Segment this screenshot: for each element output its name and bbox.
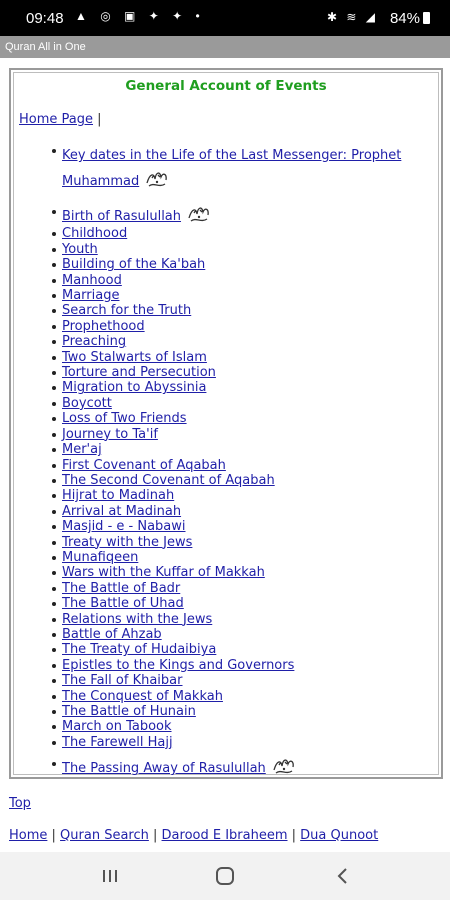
top-link-row <box>9 796 31 811</box>
list-item <box>62 303 422 318</box>
list-item <box>62 365 422 380</box>
event-link[interactable]: Loss of Two Friends <box>62 411 187 427</box>
event-link[interactable]: Mer'aj <box>62 442 102 458</box>
event-link[interactable]: Search for the Truth <box>62 303 192 319</box>
list-item <box>62 334 422 349</box>
footer-separator: | <box>148 828 162 843</box>
event-link[interactable]: The Farewell Hajj <box>62 734 173 750</box>
recent-apps-icon[interactable] <box>95 864 125 888</box>
event-link[interactable]: The Conquest of Makkah <box>62 688 223 704</box>
list-item <box>62 288 422 303</box>
list-item <box>62 596 422 611</box>
system-icons: ✱ ≋ ◢ <box>326 10 378 24</box>
list-item <box>62 273 422 288</box>
event-link[interactable]: Masjid - e - Nabawi <box>62 519 186 535</box>
list-item <box>62 658 422 673</box>
back-icon[interactable] <box>328 864 358 888</box>
list-item <box>62 612 422 627</box>
content-frame <box>9 68 443 779</box>
event-link[interactable]: Boycott <box>62 395 112 411</box>
event-link[interactable]: Marriage <box>62 288 120 304</box>
list-item <box>62 350 422 365</box>
event-link[interactable]: Munafiqeen <box>62 549 139 565</box>
battery-icon <box>423 12 430 24</box>
home-separator: | <box>93 112 102 127</box>
event-link[interactable]: Wars with the Kuffar of Makkah <box>62 565 265 581</box>
list-item <box>62 427 422 442</box>
notification-icons: ▲ ◎ ▣ ✦ ✦ • <box>75 9 205 23</box>
event-link[interactable]: Epistles to the Kings and Governors <box>62 657 295 673</box>
list-item <box>62 204 422 224</box>
home-row <box>19 112 102 127</box>
pbuh-calligraphy-icon <box>145 169 169 189</box>
event-link[interactable]: Two Stalwarts of Islam <box>62 349 207 365</box>
darood-link[interactable]: Darood E Ibraheem <box>161 828 288 843</box>
event-link[interactable]: March on Tabook <box>62 719 172 735</box>
list-item <box>62 735 422 750</box>
list-item <box>62 519 422 534</box>
content-inner-border <box>13 72 439 775</box>
list-item <box>62 242 422 257</box>
event-link[interactable]: Battle of Ahzab <box>62 626 162 642</box>
status-time: 09:48 <box>26 10 64 27</box>
navigation-bar <box>0 852 450 900</box>
list-item <box>62 319 422 334</box>
event-link[interactable]: The Second Covenant of Aqabah <box>62 472 275 488</box>
list-item <box>62 473 422 488</box>
home-page-link[interactable]: Home Page <box>19 112 93 127</box>
quran-search-link[interactable]: Quran Search <box>60 828 149 843</box>
list-item <box>62 704 422 719</box>
list-item <box>62 396 422 411</box>
list-item <box>62 257 422 272</box>
list-item <box>62 488 422 503</box>
event-link[interactable]: The Battle of Hunain <box>62 704 196 719</box>
list-item <box>62 756 422 776</box>
event-link[interactable]: First Covenant of Aqabah <box>62 457 226 473</box>
event-link[interactable]: Birth of Rasulullah <box>62 209 182 224</box>
event-link[interactable]: Migration to Abyssinia <box>62 380 207 396</box>
app-title-bar <box>0 36 450 58</box>
event-link[interactable]: Prophethood <box>62 318 145 334</box>
list-item <box>62 673 422 688</box>
pbuh-calligraphy-icon <box>187 204 211 224</box>
events-list <box>62 143 422 777</box>
event-link[interactable]: Childhood <box>62 226 128 242</box>
list-item <box>62 458 422 473</box>
footer-separator: | <box>47 828 61 843</box>
pbuh-calligraphy-icon <box>272 756 296 776</box>
list-item <box>62 627 422 642</box>
battery-level: 84% <box>389 10 420 27</box>
event-link[interactable]: Key dates in the Life of the Last Messenger: Prophet Muhammad <box>62 148 402 189</box>
list-item <box>62 226 422 241</box>
list-item <box>62 550 422 565</box>
event-link[interactable]: Hijrat to Madinah <box>62 488 175 504</box>
event-link[interactable]: Youth <box>62 241 98 257</box>
footer-links <box>9 828 378 843</box>
list-item <box>62 642 422 657</box>
list-item <box>62 411 422 426</box>
list-item <box>62 689 422 704</box>
event-link[interactable]: Treaty with the Jews <box>62 534 193 550</box>
status-bar <box>0 0 450 36</box>
event-link[interactable]: Manhood <box>62 272 122 288</box>
event-link[interactable]: Relations with the Jews <box>62 611 213 627</box>
event-link[interactable]: The Passing Away of Rasulullah <box>62 761 266 777</box>
event-link[interactable]: The Battle of Badr <box>62 580 181 596</box>
list-item <box>62 581 422 596</box>
list-item <box>62 504 422 519</box>
footer-separator: | <box>287 828 301 843</box>
list-item <box>62 719 422 734</box>
event-link[interactable]: Journey to Ta'if <box>62 426 158 442</box>
list-item <box>62 535 422 550</box>
list-item <box>62 380 422 395</box>
page-title: General Account of Events <box>125 78 327 94</box>
event-link[interactable]: The Fall of Khaibar <box>62 673 183 689</box>
event-link[interactable]: Arrival at Madinah <box>62 503 182 519</box>
app-title: Quran All in One <box>5 41 86 53</box>
event-link[interactable]: Building of the Ka'bah <box>62 257 206 273</box>
home-icon[interactable] <box>210 864 240 888</box>
dua-qunoot-link[interactable]: Dua Qunoot <box>300 828 379 843</box>
list-item <box>62 442 422 457</box>
list-item <box>62 565 422 580</box>
home-link[interactable]: Home <box>9 828 48 843</box>
list-item <box>62 143 422 195</box>
event-link[interactable]: The Treaty of Hudaibiya <box>62 642 217 658</box>
event-link[interactable]: The Battle of Uhad <box>62 596 184 612</box>
event-link[interactable]: Torture and Persecution <box>62 365 216 381</box>
event-link[interactable]: Preaching <box>62 334 127 350</box>
top-link[interactable]: Top <box>9 796 31 811</box>
